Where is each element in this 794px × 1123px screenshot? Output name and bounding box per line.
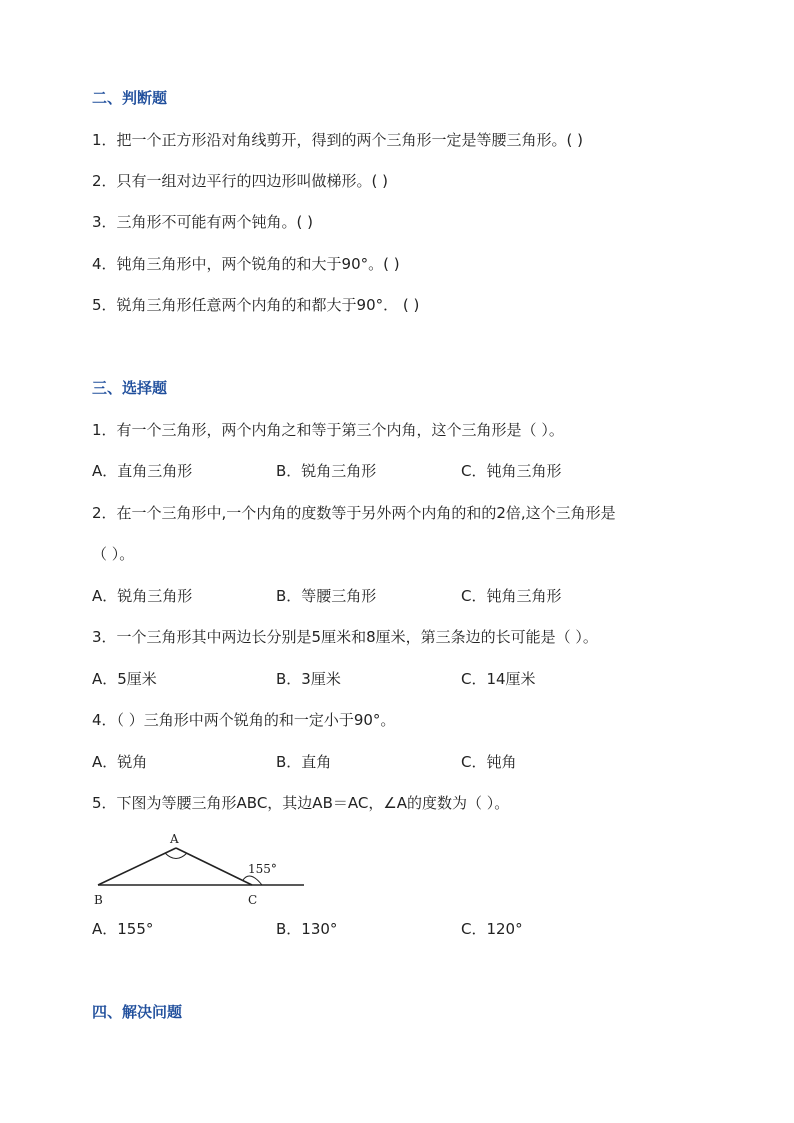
choice-question-2-blank: （ ）。: [92, 545, 135, 563]
q3-option-b: B．3厘米: [276, 670, 341, 688]
section-title-problem-solving: 四、解决问题: [92, 1003, 183, 1021]
q4-option-a: A．锐角: [92, 753, 148, 771]
choice-question-4: 4．（ ）三角形中两个锐角的和一定小于90°。: [92, 711, 396, 729]
choice-question-3: 3．一个三角形其中两边长分别是5厘米和8厘米，第三条边的长可能是（ ）。: [92, 628, 598, 646]
q3-option-c: C．14厘米: [461, 670, 536, 688]
q5-option-c: C．120°: [461, 920, 523, 938]
side-ab: [98, 848, 176, 885]
choice-question-5: 5．下图为等腰三角形ABC，其边AB＝AC，∠A的度数为（ ）。: [92, 794, 510, 812]
q1-option-b: B．锐角三角形: [276, 462, 377, 480]
vertex-label-a: A: [170, 832, 179, 846]
vertex-label-b: B: [94, 893, 103, 907]
exterior-angle-arc: [243, 876, 262, 885]
q4-option-c: C．钝角: [461, 753, 517, 771]
choice-question-1: 1．有一个三角形，两个内角之和等于第三个内角，这个三角形是（ ）。: [92, 421, 564, 439]
q1-option-a: A．直角三角形: [92, 462, 193, 480]
q5-option-b: B．130°: [276, 920, 338, 938]
q5-option-a: A．155°: [92, 920, 154, 938]
q2-option-b: B．等腰三角形: [276, 587, 377, 605]
judgement-question-2: 2．只有一组对边平行的四边形叫做梯形。( ): [92, 172, 389, 190]
judgement-question-3: 3．三角形不可能有两个钝角。( ): [92, 213, 314, 231]
choice-question-2: 2．在一个三角形中,一个内角的度数等于另外两个内角的和的2倍,这个三角形是: [92, 504, 616, 522]
isosceles-triangle-figure: [92, 828, 306, 910]
vertex-label-c: C: [248, 893, 258, 907]
section-title-judgement: 二、判断题: [92, 89, 168, 107]
angle-label: 155°: [248, 862, 277, 876]
judgement-question-4: 4．钝角三角形中，两个锐角的和大于90°。( ): [92, 255, 400, 273]
q2-option-c: C．钝角三角形: [461, 587, 562, 605]
q4-option-b: B．直角: [276, 753, 332, 771]
side-ac: [176, 848, 252, 885]
q1-option-c: C．钝角三角形: [461, 462, 562, 480]
q2-option-a: A．锐角三角形: [92, 587, 193, 605]
section-title-choice: 三、选择题: [92, 379, 168, 397]
angle-a-arc: [165, 853, 187, 859]
q3-option-a: A．5厘米: [92, 670, 157, 688]
judgement-question-1: 1．把一个正方形沿对角线剪开，得到的两个三角形一定是等腰三角形。( ): [92, 131, 584, 149]
judgement-question-5: 5．锐角三角形任意两个内角的和都大于90°． ( ): [92, 296, 420, 314]
